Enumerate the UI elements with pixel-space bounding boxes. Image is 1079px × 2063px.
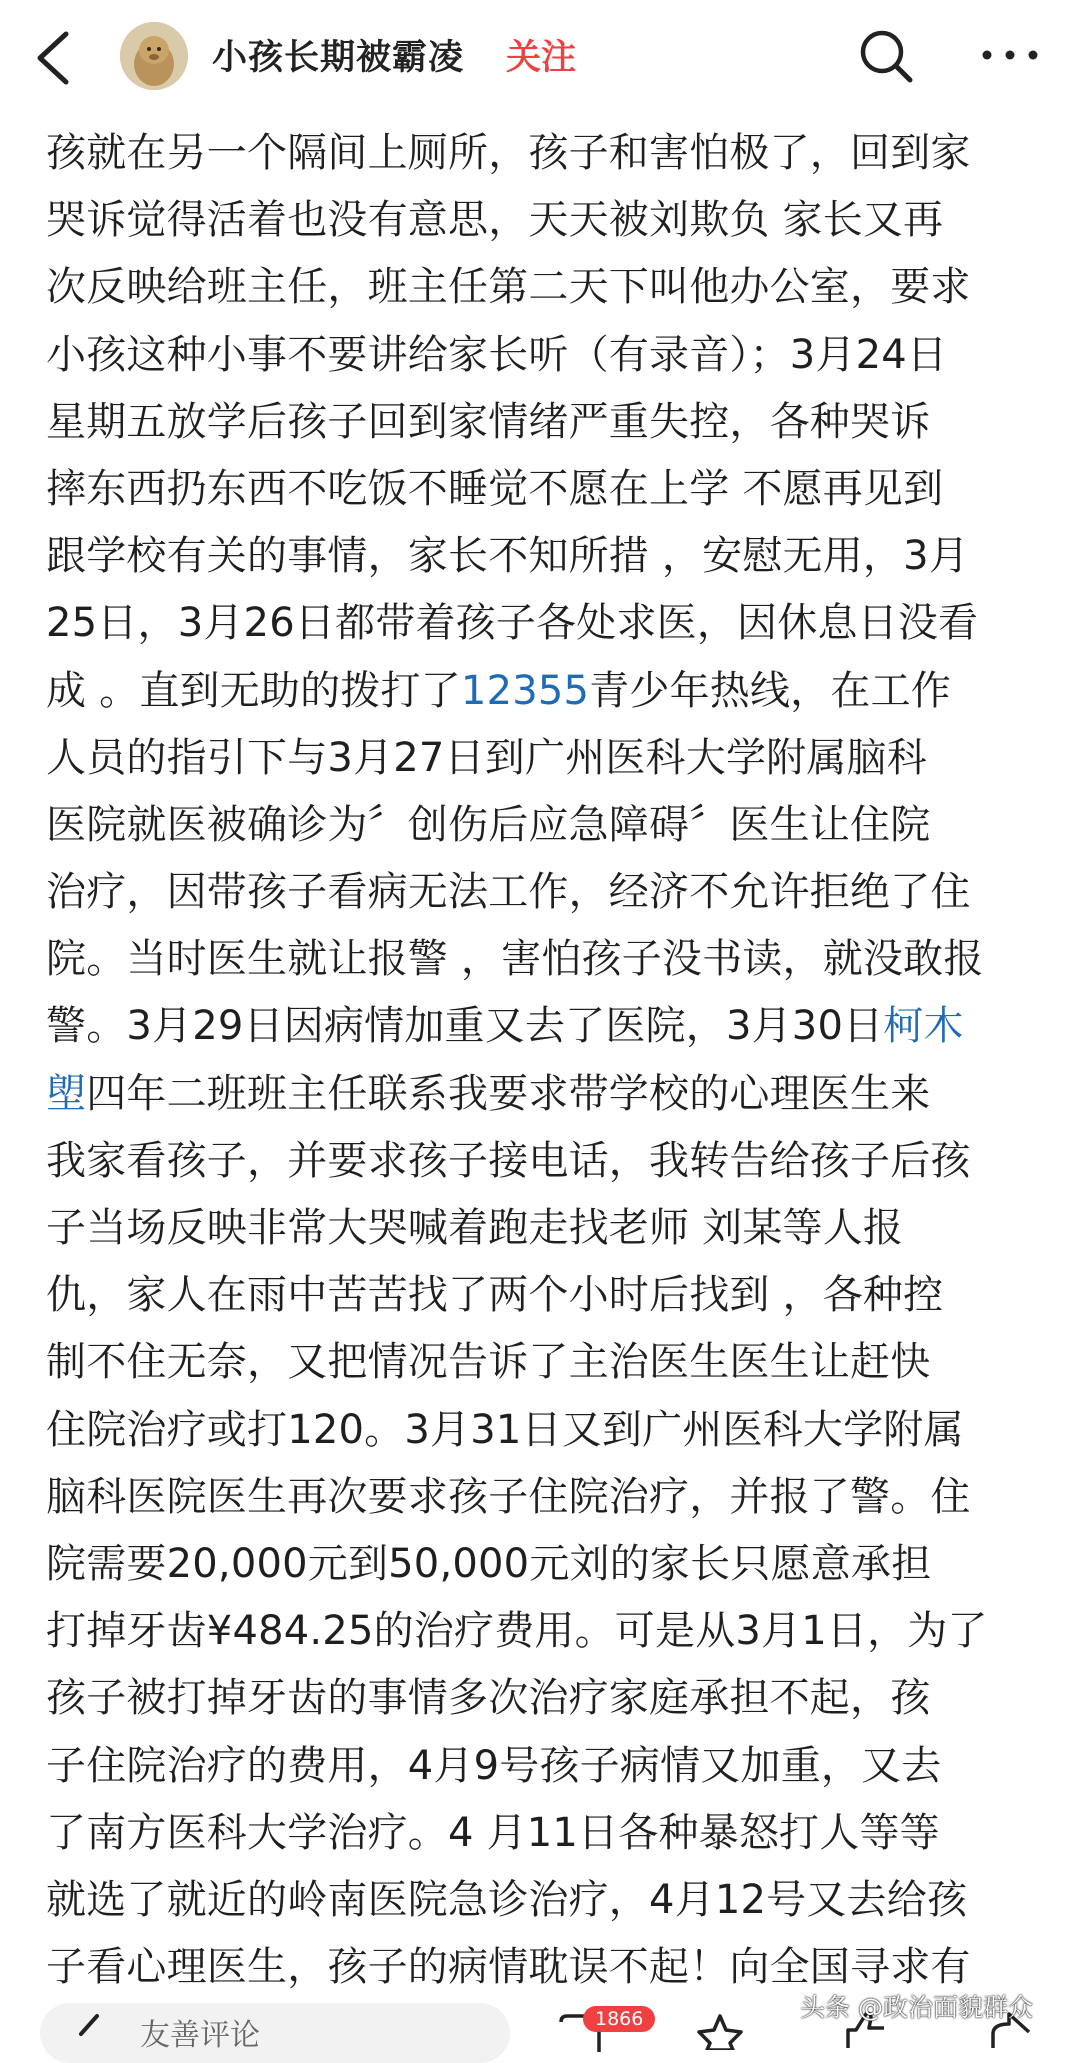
article-text: 子看心理医生，孩子的病情耽误不起！向全国寻求有: [46, 1944, 971, 1991]
article-line: [46, 1262, 1056, 1329]
article-text: 子住院治疗的费用，4月9号孩子病情又加重，又去: [46, 1742, 942, 1789]
article-line: [46, 1464, 1056, 1531]
article-line: [46, 322, 1056, 389]
article-line: [46, 658, 1056, 725]
article-text: 警。3月29日因病情加重又去了医院，3月30日: [46, 1003, 884, 1050]
article-line: [46, 993, 1056, 1060]
watermark: 头条 @政治面貌群众: [800, 1993, 1033, 2022]
article-text: 子当场反映非常大哭喊着跑走找老师 刘某等人报: [46, 1205, 904, 1251]
more-icon[interactable]: [975, 40, 1045, 70]
back-arrow-icon[interactable]: [30, 28, 80, 88]
article-line: [46, 1128, 1056, 1195]
article-text: 院。当时医生就让报警 ，害怕孩子没书读，就没敢报: [46, 936, 984, 983]
article-line: [46, 792, 1056, 859]
article-line: [46, 1867, 1056, 1934]
search-icon[interactable]: [855, 25, 917, 87]
article-text: 住院治疗或打120。3月31日又到广州医科大学附属: [46, 1406, 964, 1453]
article-text: 孩子被打掉牙齿的事情多次治疗家庭承担不起，孩: [46, 1675, 931, 1722]
article-text: 孩就在另一个隔间上厕所，孩子和害怕极了，回到家: [46, 130, 971, 176]
article-line: [46, 389, 1056, 456]
article-line: [46, 926, 1056, 993]
article-text: 治疗，因带孩子看病无法工作，经济不允许拒绝了住: [46, 869, 971, 916]
article-text: 打掉牙齿¥484.25的治疗费用。可是从3月1日，为了: [46, 1608, 988, 1655]
article-text: 星期五放学后孩子回到家情绪严重失控，各种哭诉: [46, 398, 931, 445]
article-text: 四年二班班主任联系我要求带学校的心理医生来: [86, 1070, 931, 1117]
article-text: 青少年热线，在工作: [589, 667, 951, 714]
avatar[interactable]: [120, 22, 188, 90]
article-text: 医院就医被确诊为〞创伤后应急障碍〞医生让住院: [46, 801, 931, 848]
article-text: 脑科医院医生再次要求孩子住院治疗，并报了警。住: [46, 1473, 971, 1520]
article-line: [46, 590, 1056, 657]
article-text: 25日，3月26日都带着孩子各处求医，因休息日没看: [46, 600, 979, 647]
article-line: [46, 1531, 1056, 1598]
article-line: [46, 1598, 1056, 1665]
article-text: 仇，家人在雨中苦苦找了两个小时后找到 ，各种控: [46, 1272, 944, 1319]
inline-link[interactable]: 12355: [460, 667, 590, 714]
article-text: 次反映给班主任，班主任第二天下叫他办公室，要求: [46, 264, 971, 311]
follow-button[interactable]: 关注: [506, 38, 577, 78]
article-text: 人员的指引下与3月27日到广州医科大学附属脑科: [46, 734, 927, 781]
comment-count-badge: 1866: [583, 2006, 655, 2032]
article-line: [46, 1397, 1056, 1464]
avatar-image: [120, 22, 188, 90]
author-name[interactable]: 小孩长期被霸凌: [212, 38, 465, 78]
article-line: [46, 523, 1056, 590]
article-line: [46, 456, 1056, 523]
article-line: [46, 859, 1056, 926]
article-line: [46, 1195, 1056, 1262]
inline-link[interactable]: 柯木: [883, 1003, 964, 1050]
article-text: 跟学校有关的事情，家长不知所措 ，安慰无用，3月: [46, 533, 969, 580]
inline-link[interactable]: 塱: [46, 1070, 87, 1117]
article-text: 制不住无奈，又把情况告诉了主治医生医生让赶快: [46, 1339, 931, 1386]
article-line: [46, 1800, 1056, 1867]
pencil-icon: [75, 2010, 105, 2040]
article-body: [46, 120, 1056, 2001]
star-icon[interactable]: [695, 2010, 745, 2050]
article-line: [46, 1733, 1056, 1800]
article-line: [46, 254, 1056, 321]
article-line: [46, 725, 1056, 792]
article-text: 摔东西扔东西不吃饭不睡觉不愿在上学 不愿再见到: [46, 465, 944, 512]
article-text: 了南方医科大学治疗。4 月11日各种暴怒打人等等: [46, 1809, 940, 1856]
article-text: 院需要20,000元到50,000元刘的家长只愿意承担: [46, 1540, 932, 1587]
article-text: 成 。直到无助的拨打了: [46, 667, 461, 714]
article-line: [46, 120, 1056, 187]
article-text: 我家看孩子，并要求孩子接电话，我转告给孩子后孩: [46, 1137, 971, 1184]
comment-input[interactable]: [40, 2003, 510, 2063]
top-navigation-bar: [0, 0, 1079, 115]
comment-placeholder[interactable]: 友善评论: [140, 2018, 260, 2053]
article-text: 哭诉觉得活着也没有意思，天天被刘欺负 家长又再: [46, 197, 944, 244]
article-text: 小孩这种小事不要讲给家长听（有录音）；3月24日: [46, 331, 948, 378]
article-line: [46, 187, 1056, 254]
article-text: 就选了就近的岭南医院急诊治疗，4月12号又去给孩: [46, 1876, 968, 1923]
article-line: [46, 1329, 1056, 1396]
article-line: [46, 1665, 1056, 1732]
article-line: [46, 1061, 1056, 1128]
